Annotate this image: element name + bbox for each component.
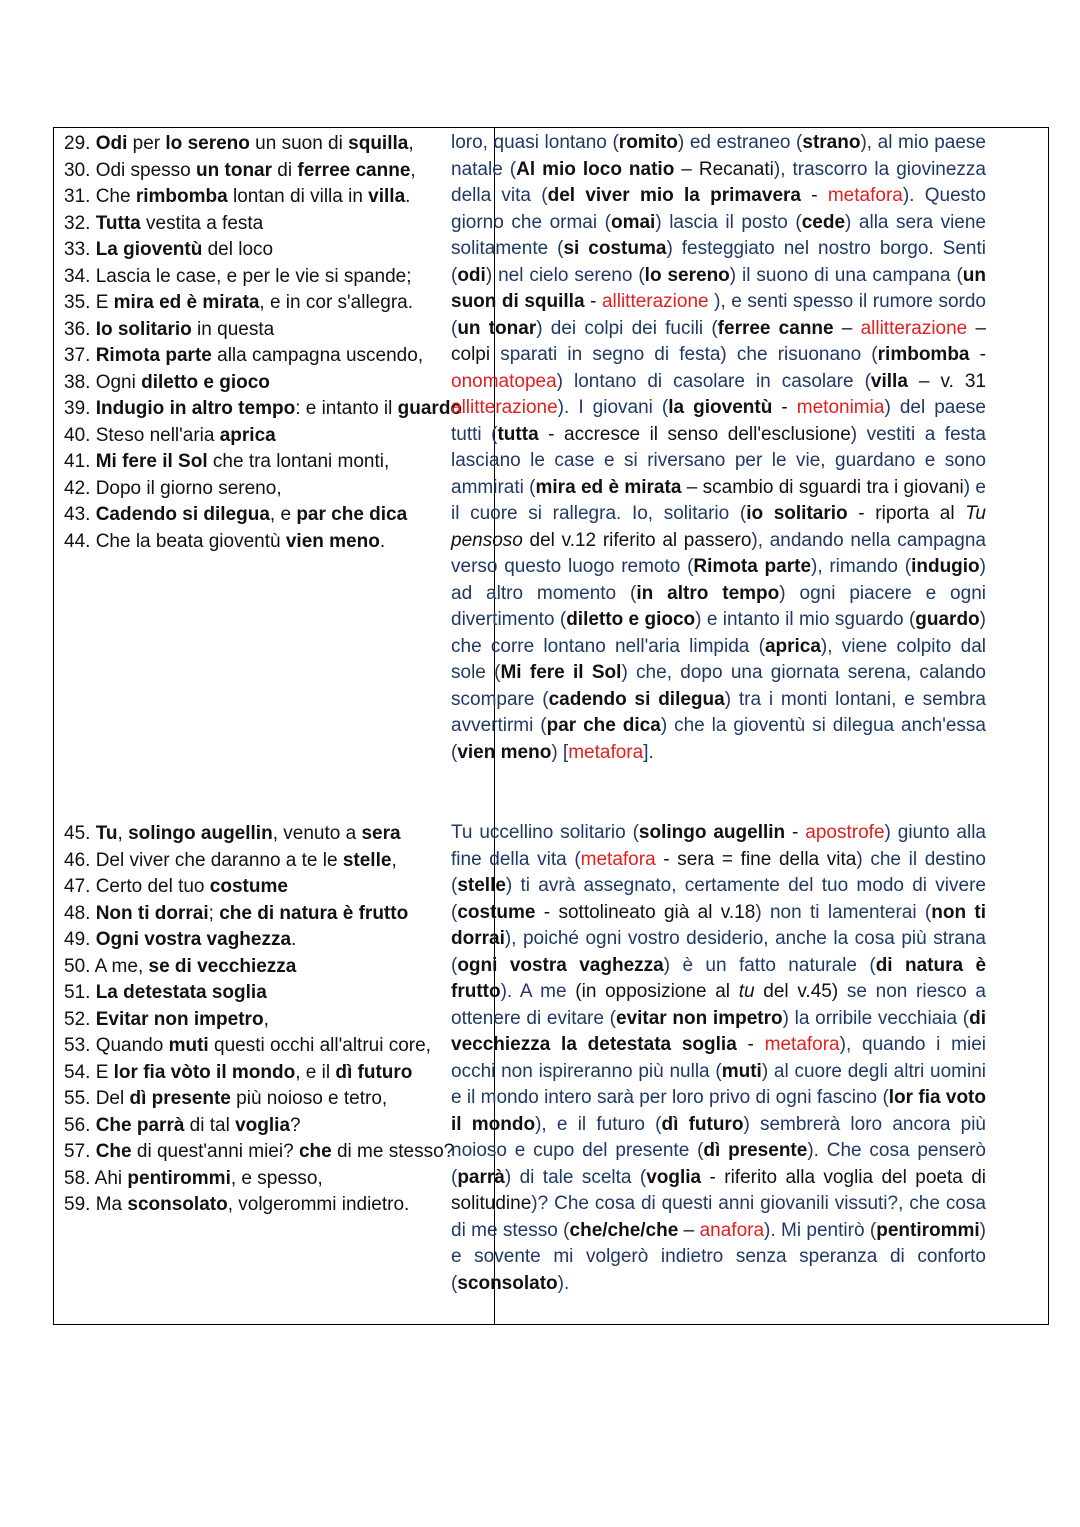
bold-term: stelle: [342, 849, 392, 871]
text-run: –: [833, 317, 861, 339]
bold-term: costume: [209, 876, 288, 897]
text-run: ). Questo giorno che ormai (: [451, 185, 986, 233]
text-run: Lascia le case, e per le vie si spande;: [95, 265, 412, 287]
bold-term: pentirommi: [127, 1167, 231, 1189]
figure-of-speech: metonimia: [796, 397, 885, 418]
text-run: ) e il cuore si rallegra. Io, solitario (: [451, 476, 986, 524]
verse-number: 33.: [64, 239, 96, 260]
text-run: ) dei colpi dei fucili (: [536, 317, 718, 339]
verse-line: [64, 317, 489, 344]
text-run: ) sembrerà loro ancora più noioso e cupo del presente (: [451, 1113, 986, 1161]
verse-line: [64, 343, 489, 370]
bold-term: La detestata soglia: [95, 982, 267, 1003]
bold-term: cede: [801, 211, 846, 233]
verse-line: [64, 264, 489, 291]
text-run: Ma: [95, 1194, 128, 1215]
text-run: E: [95, 1061, 114, 1083]
bold-term: par che dica: [546, 715, 661, 736]
text-run: di me stesso?: [331, 1141, 455, 1162]
figure-of-speech: onomatopea: [451, 370, 557, 392]
text-run: del v.12 riferito al passero: [522, 529, 752, 551]
text-run: ) che, dopo una giornata serena, calando scompare (: [451, 662, 986, 710]
bold-term: mira ed è mirata: [535, 476, 682, 498]
text-run: ). A me: [500, 981, 576, 1002]
bold-term: evitar non impetro: [616, 1007, 783, 1029]
verse-number: 59.: [64, 1194, 96, 1215]
text-run: questi occhi all'altrui core,: [208, 1035, 431, 1056]
verse-line: [64, 131, 489, 158]
text-run: , venuto a: [272, 823, 362, 844]
text-run: – scambio di sguardi tra i giovani: [681, 476, 964, 498]
bold-term: guardo: [915, 609, 980, 630]
bold-term: guardo: [397, 398, 463, 419]
verse-line: [64, 954, 489, 981]
text-run: ) alla sera viene solitamente (: [451, 211, 986, 259]
bold-term: ferree canne: [297, 159, 411, 181]
verse-number: 52.: [64, 1008, 96, 1030]
figure-of-speech: metafora: [827, 185, 903, 206]
verse-number: 39.: [64, 398, 96, 419]
bold-term: sera: [361, 823, 401, 844]
bold-term: rimbomba: [877, 344, 970, 365]
bold-term: Ogni vostra vaghezza: [95, 929, 292, 950]
verse-number: 43.: [64, 504, 96, 525]
text-run: ) che la gioventù si dilegua anch'essa (: [451, 715, 986, 763]
bold-term: indugio: [911, 556, 980, 577]
text-run: Tu pensoso: [451, 503, 986, 551]
bold-term: stelle: [457, 875, 506, 896]
bold-term: un tonar: [196, 159, 273, 181]
verse-number: 48.: [64, 902, 96, 924]
verse-line: [64, 502, 489, 529]
text-run: in questa: [191, 318, 275, 340]
text-run: ) [: [551, 741, 569, 763]
bold-term: Che parrà: [95, 1114, 185, 1136]
verse-number: 35.: [64, 292, 96, 313]
bold-term: costume: [457, 901, 536, 923]
text-run: sparati in segno di festa) che risuonano (: [500, 344, 878, 365]
verse-line: [64, 980, 489, 1007]
verse-number: 45.: [64, 823, 96, 844]
text-run: : e intanto il: [295, 398, 398, 419]
verse-column-block-2: [64, 821, 489, 1219]
bold-term: io solitario: [746, 503, 848, 524]
text-run: -: [736, 1034, 765, 1055]
text-run: ), e senti spesso il rumore sordo (: [451, 291, 987, 339]
bold-term: lo sereno: [644, 264, 730, 286]
bold-term: squilla: [348, 133, 409, 154]
bold-term: voglia: [235, 1114, 291, 1136]
bold-term: dì futuro: [335, 1061, 413, 1083]
verse-number: 50.: [64, 955, 95, 977]
bold-term: Non ti dorrai: [95, 902, 209, 924]
text-run: -: [772, 397, 797, 418]
bold-term: Io solitario: [95, 318, 192, 340]
verse-column-block-1: [64, 131, 489, 555]
text-run: ,: [263, 1008, 269, 1030]
verse-line: [64, 1166, 489, 1193]
verse-number: 36.: [64, 318, 96, 340]
text-run: ?: [290, 1114, 301, 1136]
text-run: ;: [208, 902, 220, 924]
text-run: Steso nell'aria: [95, 424, 220, 446]
bold-term: un tonar: [457, 317, 537, 339]
text-run: ,: [117, 823, 129, 844]
text-run: di: [272, 159, 298, 181]
bold-term: strano: [802, 132, 861, 153]
text-run: ,: [410, 159, 416, 181]
verse-line: [64, 290, 489, 317]
text-run: loro, quasi lontano (: [451, 132, 619, 153]
text-run: ,: [408, 133, 414, 154]
bold-term: pentirommi: [876, 1219, 980, 1241]
verse-line: [64, 529, 489, 556]
text-run: ) che corre lontano nell'aria limpida (: [451, 609, 986, 657]
bold-term: Mi fere il Sol: [95, 451, 208, 472]
bold-term: omai: [610, 211, 656, 233]
verse-number: 38.: [64, 371, 96, 393]
bold-term: non ti dorrai: [451, 901, 986, 949]
text-run: ].: [643, 741, 654, 763]
verse-number: 54.: [64, 1061, 96, 1083]
bold-term: Tutta: [95, 212, 141, 234]
bold-term: vien meno: [457, 741, 552, 763]
figure-of-speech: allitterazione: [451, 397, 558, 418]
text-run: ), andando nella campagna verso questo luogo remoto (: [451, 529, 986, 577]
verse-line: [64, 821, 489, 848]
text-run: Che: [95, 186, 136, 207]
bold-term: Rimota parte: [95, 345, 212, 366]
text-run: Del: [95, 1088, 130, 1109]
bold-term: romito: [618, 132, 678, 153]
text-run: - riferito alla voglia del poeta di solitudine: [451, 1166, 986, 1214]
verse-number: 57.: [64, 1141, 96, 1162]
bold-term: ferree canne: [717, 317, 834, 339]
text-run: di quest'anni miei?: [131, 1141, 299, 1162]
text-run: vestita a festa: [140, 212, 264, 234]
commentary-block-1: [451, 130, 986, 766]
bold-term: Evitar non impetro: [95, 1008, 264, 1030]
verse-line: [64, 184, 489, 211]
verse-number: 42.: [64, 477, 96, 499]
bold-term: diletto e gioco: [566, 609, 696, 630]
bold-term: un suon di squilla: [451, 264, 986, 312]
verse-number: 53.: [64, 1035, 96, 1056]
bold-term: lo sereno: [165, 133, 250, 154]
text-run: ), viene colpito dal sole (: [451, 635, 986, 683]
verse-number: 56.: [64, 1114, 96, 1136]
bold-term: del viver mio la primavera: [547, 185, 801, 206]
verse-number: 55.: [64, 1088, 96, 1109]
text-run: – colpi: [451, 317, 987, 365]
verse-number: 46.: [64, 849, 96, 871]
text-run: ) ed estraneo (: [677, 132, 803, 153]
text-run: E: [95, 292, 114, 313]
bold-term: muti: [168, 1035, 209, 1056]
text-run: ) lascia il posto (: [655, 211, 802, 233]
verse-line: [64, 1060, 489, 1087]
verse-line: [64, 848, 489, 875]
text-run: ) la orribile vecchiaia (: [782, 1007, 970, 1029]
bold-term: Indugio in altro tempo: [95, 398, 296, 419]
verse-line: [64, 476, 489, 503]
text-run: - accresce il senso dell'esclusione: [538, 423, 851, 445]
verse-number: 41.: [64, 451, 96, 472]
text-run: lontan di villa in: [227, 186, 369, 207]
figure-of-speech: metafora: [568, 741, 644, 763]
bold-term: odi: [457, 264, 486, 286]
bold-term: dì presente: [129, 1088, 231, 1109]
text-run: per: [127, 133, 166, 154]
text-run: ) festeggiato nel nostro borgo. Senti (: [451, 238, 986, 286]
text-run: –: [678, 1219, 700, 1241]
commentary-block-2: [451, 820, 986, 1297]
bold-term: voglia: [646, 1166, 702, 1188]
text-run: di tal: [184, 1114, 236, 1136]
bold-term: cadendo si dilegua: [548, 688, 725, 710]
text-run: Ogni: [95, 371, 142, 393]
text-run: ) ad altro momento (: [451, 556, 986, 604]
verse-number: 58.: [64, 1167, 95, 1189]
text-run: Certo del tuo: [95, 876, 210, 897]
bold-term: Rimota parte: [693, 556, 812, 577]
figure-of-speech: apostrofe: [805, 822, 885, 843]
text-run: .: [291, 929, 297, 950]
text-run: ) del paese tutti (: [451, 397, 986, 445]
bold-term: villa: [368, 186, 406, 207]
bold-term: si costuma: [563, 238, 667, 259]
text-run: A me,: [94, 955, 149, 977]
text-run: , e in cor s'allegra.: [259, 292, 413, 313]
bold-term: aprica: [764, 635, 821, 657]
verse-number: 29.: [64, 133, 96, 154]
text-run: - riporta al: [847, 503, 966, 524]
bold-term: che/che/che: [569, 1219, 679, 1241]
text-run: ) ogni piacere e ogni divertimento (: [451, 582, 986, 630]
text-run: ). Mi pentirò (: [764, 1219, 877, 1241]
bold-term: aprica: [219, 424, 276, 446]
text-run: ) vestiti a festa lasciano le case e si riversano per le vie, guardano e sono ammirati (: [451, 423, 986, 498]
figure-of-speech: allitterazione: [860, 317, 968, 339]
text-run: - sottolineato già al v.18: [535, 901, 756, 923]
text-run: Che la beata gioventù: [95, 530, 286, 552]
text-run: se non riesco a ottenere di evitare (: [451, 981, 986, 1029]
text-run: , e: [269, 504, 297, 525]
text-run: )? Che cosa di questi anni giovanili vissuti?, che cosa di me stesso (: [451, 1193, 986, 1241]
text-run: Del viver che daranno a te le: [95, 849, 343, 871]
bold-term: in altro tempo: [636, 582, 780, 604]
bold-term: che: [298, 1141, 332, 1162]
verse-line: [64, 1113, 489, 1140]
bold-term: mira ed è mirata: [113, 292, 260, 313]
text-run: - sera = fine della vita: [655, 848, 857, 870]
text-run: ), poiché ogni vostro desiderio, anche la cosa più strana (: [451, 928, 986, 976]
bold-term: rimbomba: [135, 186, 228, 207]
text-run: ) che il destino (: [451, 848, 986, 896]
text-run: ), e il futuro (: [535, 1113, 662, 1135]
verse-line: [64, 237, 489, 264]
text-run: ) al cuore degli altri uomini e il mondo intero sarà per loro privo di ogni fascino (: [451, 1060, 986, 1108]
text-run: (in opposizione al: [575, 981, 739, 1002]
bold-term: parrà: [457, 1166, 505, 1188]
text-run: – Recanati: [674, 158, 774, 180]
text-run: , e spesso,: [230, 1167, 323, 1189]
text-run: ), rimando (: [811, 556, 912, 577]
text-run: ).: [557, 1272, 570, 1294]
bold-term: dì futuro: [661, 1113, 744, 1135]
text-run: del v.45): [754, 981, 839, 1002]
text-run: ) non ti lamenterai (: [755, 901, 932, 923]
text-run: ), trascorro la giovinezza della vita (: [451, 158, 986, 206]
text-run: Tu uccellino solitario (: [451, 822, 639, 843]
bold-term: Tu: [95, 823, 118, 844]
verse-line: [64, 927, 489, 954]
verse-number: 37.: [64, 345, 96, 366]
text-run: -: [785, 822, 806, 843]
text-run: ), al mio paese natale (: [451, 132, 986, 180]
bold-term: ogni vostra vaghezza: [457, 954, 664, 976]
bold-term: Al mio loco natio: [516, 158, 675, 180]
text-run: che tra lontani monti,: [207, 451, 390, 472]
text-run: ) lontano di casolare in casolare (: [556, 370, 871, 392]
text-run: ). Che cosa penserò (: [451, 1140, 987, 1188]
text-run: -: [969, 344, 986, 365]
text-run: Ahi: [94, 1167, 128, 1189]
text-run: ) tra i monti lontani, e sembra avvertirmi (: [451, 688, 986, 736]
text-run: ) e intanto il mio sguardo (: [695, 609, 916, 630]
verse-line: [64, 211, 489, 238]
bold-term: vien meno: [285, 530, 380, 552]
text-run: ). I giovani (: [557, 397, 669, 418]
verse-number: 51.: [64, 982, 96, 1003]
verse-line: [64, 449, 489, 476]
text-run: del loco: [202, 239, 274, 260]
text-run: ) il suono di una campana (: [729, 264, 963, 286]
bold-term: solingo augellin: [638, 822, 786, 843]
bold-term: di natura è frutto: [451, 954, 987, 1002]
text-run: ) giunto alla fine della vita (: [451, 822, 987, 870]
verse-number: 40.: [64, 424, 96, 446]
verse-number: 31.: [64, 186, 96, 207]
text-run: ) è un fatto naturale (: [663, 954, 876, 976]
text-run: alla campagna uscendo,: [211, 345, 424, 366]
bold-term: par che dica: [296, 504, 408, 525]
verse-line: [64, 874, 489, 901]
bold-term: La gioventù: [95, 239, 203, 260]
text-run: Dopo il giorno sereno,: [95, 477, 282, 499]
bold-term: lor fia vòto il mondo: [113, 1061, 296, 1083]
bold-term: sconsolato: [457, 1272, 558, 1294]
bold-term: Che: [95, 1141, 132, 1162]
verse-line: [64, 901, 489, 928]
bold-term: sconsolato: [127, 1194, 228, 1215]
text-run: Odi spesso: [95, 159, 197, 181]
verse-line: [64, 370, 489, 397]
verse-number: 47.: [64, 876, 96, 897]
verse-line: [64, 1007, 489, 1034]
bold-term: di vecchiezza la detestata soglia: [451, 1007, 987, 1055]
bold-term: Odi: [95, 133, 128, 154]
verse-number: 32.: [64, 212, 96, 234]
figure-of-speech: metafora: [764, 1034, 840, 1055]
verse-line: [64, 1192, 489, 1219]
text-run: , volgerommi indietro.: [227, 1194, 410, 1215]
text-run: tu: [738, 981, 755, 1002]
verse-number: 30.: [64, 159, 96, 181]
text-run: .: [405, 186, 411, 207]
bold-term: che di natura è frutto: [219, 902, 409, 924]
text-run: un suon di: [249, 133, 349, 154]
bold-term: lor fia voto il mondo: [451, 1087, 986, 1135]
verse-number: 34.: [64, 265, 96, 287]
text-run: .: [379, 530, 386, 552]
verse-line: [64, 1086, 489, 1113]
bold-term: dì presente: [703, 1140, 808, 1161]
text-run: ), quando i miei occhi non ispireranno più nulla (: [451, 1034, 986, 1082]
verse-line: [64, 1033, 489, 1060]
bold-term: la gioventù: [668, 397, 773, 418]
verse-line: [64, 1139, 489, 1166]
bold-term: muti: [721, 1060, 762, 1082]
text-run: ) ti avrà assegnato, certamente del tuo modo di vivere (: [451, 875, 986, 923]
text-run: – v. 31: [907, 370, 987, 392]
bold-term: Mi fere il Sol: [500, 662, 622, 683]
bold-term: diletto e gioco: [141, 371, 270, 393]
bold-term: tutta: [497, 423, 539, 445]
verse-number: 49.: [64, 929, 96, 950]
text-run: Quando: [95, 1035, 169, 1056]
verse-line: [64, 158, 489, 185]
text-run: ) di tale scelta (: [504, 1166, 647, 1188]
text-run: ) nel cielo sereno (: [485, 264, 645, 286]
figure-of-speech: metafora: [580, 848, 656, 870]
text-run: ,: [391, 849, 397, 871]
verse-line: [64, 396, 489, 423]
text-run: -: [800, 185, 828, 206]
bold-term: solingo augellin: [128, 823, 273, 844]
text-run: , e il: [295, 1061, 336, 1083]
verse-number: 44.: [64, 530, 96, 552]
bold-term: villa: [870, 370, 908, 392]
bold-term: se di vecchiezza: [148, 955, 297, 977]
figure-of-speech: allitterazione: [601, 291, 709, 312]
text-run: ) e sovente mi volgerò indietro senza speranza di conforto (: [451, 1219, 986, 1294]
bold-term: Cadendo si dilegua: [95, 504, 270, 525]
text-run: -: [584, 291, 602, 312]
text-run: più noioso e tetro,: [230, 1088, 388, 1109]
verse-line: [64, 423, 489, 450]
figure-of-speech: anafora: [699, 1219, 765, 1241]
